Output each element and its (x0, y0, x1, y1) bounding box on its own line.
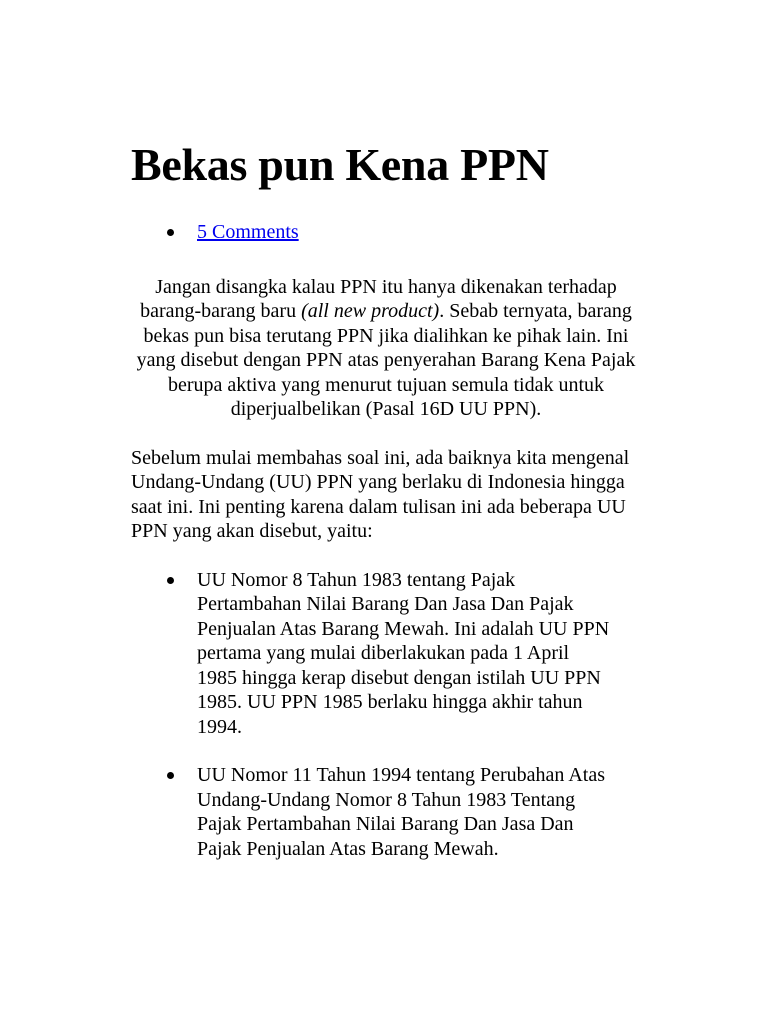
law-item-text: UU Nomor 8 Tahun 1983 tentang Pajak Pertambahan Nilai Barang Dan Jasa Dan Pajak Penjualan Atas Barang Mewah. Ini adalah UU PPN pertama yang mulai diberlakukan pada 1 April 1985 hingga kerap disebut dengan istilah UU PPN 1985. UU PPN 1985 berlaku hingga akhir tahun 1994. (197, 568, 610, 738)
body-paragraph: Sebelum mulai membahas soal ini, ada baiknya kita mengenal Undang-Undang (UU) PPN yang berlaku di Indonesia hingga saat ini. Ini penting karena dalam tulisan ini ada beberapa UU PPN yang akan disebut, yaitu: (131, 446, 630, 543)
law-list-item (131, 568, 612, 740)
bullet-icon (167, 229, 174, 236)
law-item-text: UU Nomor 11 Tahun 1994 tentang Perubahan Atas Undang-Undang Nomor 8 Tahun 1983 Tentang Pajak Pertambahan Nilai Barang Dan Jasa Dan Pajak Penjualan Atas Barang Mewah. (197, 764, 605, 860)
intro-text-start: Jangan disangka kalau PPN itu hanya dikenakan terhadap barang-barang baru (140, 275, 617, 323)
intro-paragraph (131, 275, 641, 422)
law-list-item (131, 763, 612, 861)
comments-link[interactable]: 5 Comments (197, 220, 299, 243)
article-title: Bekas pun Kena PPN (131, 139, 549, 190)
bullet-icon (167, 577, 174, 584)
intro-text-end: . Sebab ternyata, barang bekas pun bisa terutang PPN jika dialihkan ke pihak lain. Ini yang disebut dengan PPN atas penyerahan Barang Kena Pajak berupa aktiva yang menurut tujuan semula tidak untuk diperjualbelikan (Pasal 16D UU PPN). (136, 300, 636, 421)
intro-italic-text: (all new product) (301, 300, 440, 323)
list-item (131, 219, 641, 245)
law-list (131, 568, 641, 862)
article (131, 140, 641, 885)
article-meta-list (131, 219, 641, 245)
bullet-icon (167, 772, 174, 779)
